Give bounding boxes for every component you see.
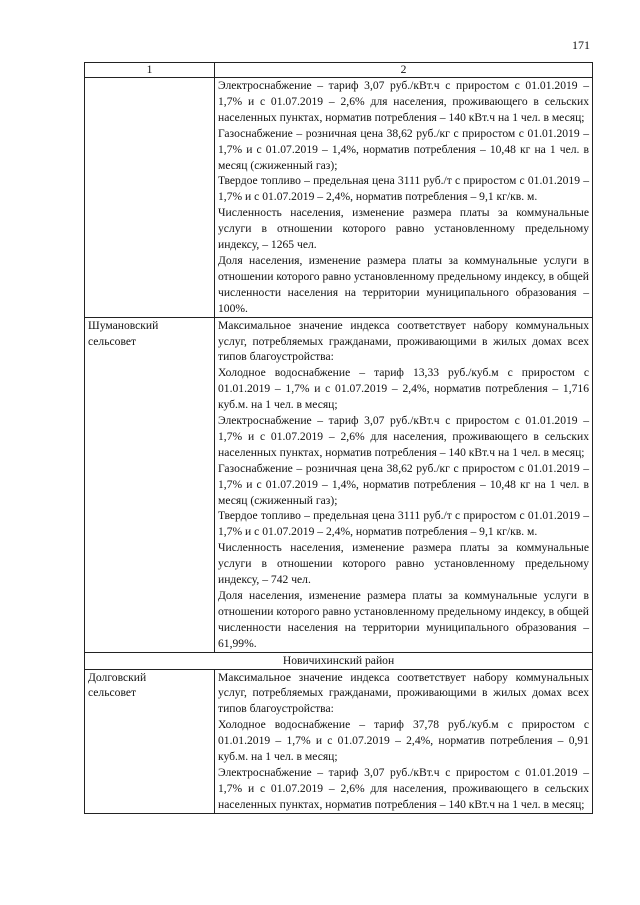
gas-paragraph: Газоснабжение – розничная цена 38,62 руб./кг с приростом с 01.01.2019 – 1,7% и с 01.07.2019 – 1,4%, норматив потребления – 10,48 кг на 1 чел. в месяц (сжиженный газ); [218,461,589,507]
indicator-cell [215,317,593,652]
municipality-cell [85,669,215,813]
max-index-paragraph: Максимальное значение индекса соответствует набору коммунальных услуг, потребляемых гражданами, проживающими в жилых домах всех типов благоустройства: [218,670,589,716]
cold-water-paragraph: Холодное водоснабжение – тариф 37,78 руб./куб.м с приростом с 01.01.2019 – 1,7% и с 01.07.2019 – 2,4%, норматив потребления – 0,91 куб.м. на 1 чел. в месяц; [218,718,589,764]
tariff-table [84,62,593,814]
table-row [85,317,593,652]
solid-fuel-paragraph: Твердое топливо – предельная цена 3111 руб./т с приростом с 01.01.2019 – 1,7% и с 01.07.2019 – 2,4%, норматив потребления – 9,1 кг/кв. м. [218,174,589,204]
table-row [85,669,593,813]
indicator-cell [215,669,593,813]
district-heading: Новичихинский район [85,652,593,669]
indicator-cell [215,78,593,318]
table-row [85,78,593,318]
section-row [85,652,593,669]
municipality-type: сельсовет [88,686,137,700]
population-share-paragraph: Доля населения, изменение размера платы за коммунальные услуги в отношении которого равно установленному предельному индексу, в общей численности населения на территории муниципального образования – 61,99%. [218,589,589,650]
electricity-paragraph: Электроснабжение – тариф 3,07 руб./кВт.ч с приростом с 01.01.2019 – 1,7% и с 01.07.2019 – 2,6% для населения, проживающего в сельских населенных пунктах, норматив потребления – 140 кВт.ч на 1 чел. в месяц; [218,79,589,124]
cold-water-paragraph: Холодное водоснабжение – тариф 13,33 руб./куб.м с приростом с 01.01.2019 – 1,7% и с 01.07.2019 – 2,4%, норматив потребления – 1,716 куб.м. на 1 чел. в месяц; [218,366,589,412]
population-share-paragraph: Доля населения, изменение размера платы за коммунальные услуги в отношении которого равно установленному предельному индексу, в общей численности населения на территории муниципального образования – 100%. [218,253,589,315]
column-header-2: 2 [215,63,593,78]
table-header-row [85,63,593,78]
solid-fuel-paragraph: Твердое топливо – предельная цена 3111 руб./т с приростом с 01.01.2019 – 1,7% и с 01.07.2019 – 2,4%, норматив потребления – 9,1 кг/кв. м. [218,509,589,539]
gas-paragraph: Газоснабжение – розничная цена 38,62 руб./кг с приростом с 01.01.2019 – 1,7% и с 01.07.2019 – 1,4%, норматив потребления – 10,48 кг на 1 чел. в месяц (сжиженный газ); [218,126,589,172]
column-header-1: 1 [85,63,215,78]
electricity-paragraph: Электроснабжение – тариф 3,07 руб./кВт.ч с приростом с 01.01.2019 – 1,7% и с 01.07.2019 – 2,6% для населения, проживающего в сельских населенных пунктах, норматив потребления – 140 кВт.ч на 1 чел. в месяц; [218,765,589,811]
municipality-cell [85,317,215,652]
population-count-paragraph: Численность населения, изменение размера платы за коммунальные услуги в отношении которого равно установленному предельному индексу, – 742 чел. [218,541,589,587]
max-index-paragraph: Максимальное значение индекса соответствует набору коммунальных услуг, потребляемых гражданами, проживающими в жилых домах всех типов благоустройства: [218,318,589,364]
page-number: 171 [572,38,590,52]
municipality-name: Шумановский [88,318,159,332]
electricity-paragraph: Электроснабжение – тариф 3,07 руб./кВт.ч с приростом с 01.01.2019 – 1,7% и с 01.07.2019 – 2,6% для населения, проживающего в сельских населенных пунктах, норматив потребления – 140 кВт.ч на 1 чел. в месяц; [218,414,589,459]
municipality-cell [85,78,215,318]
municipality-type: сельсовет [88,334,137,348]
population-count-paragraph: Численность населения, изменение размера платы за коммунальные услуги в отношении которого равно установленному предельному индексу, – 1265 чел. [218,206,589,252]
municipality-name: Долговский [88,670,147,684]
